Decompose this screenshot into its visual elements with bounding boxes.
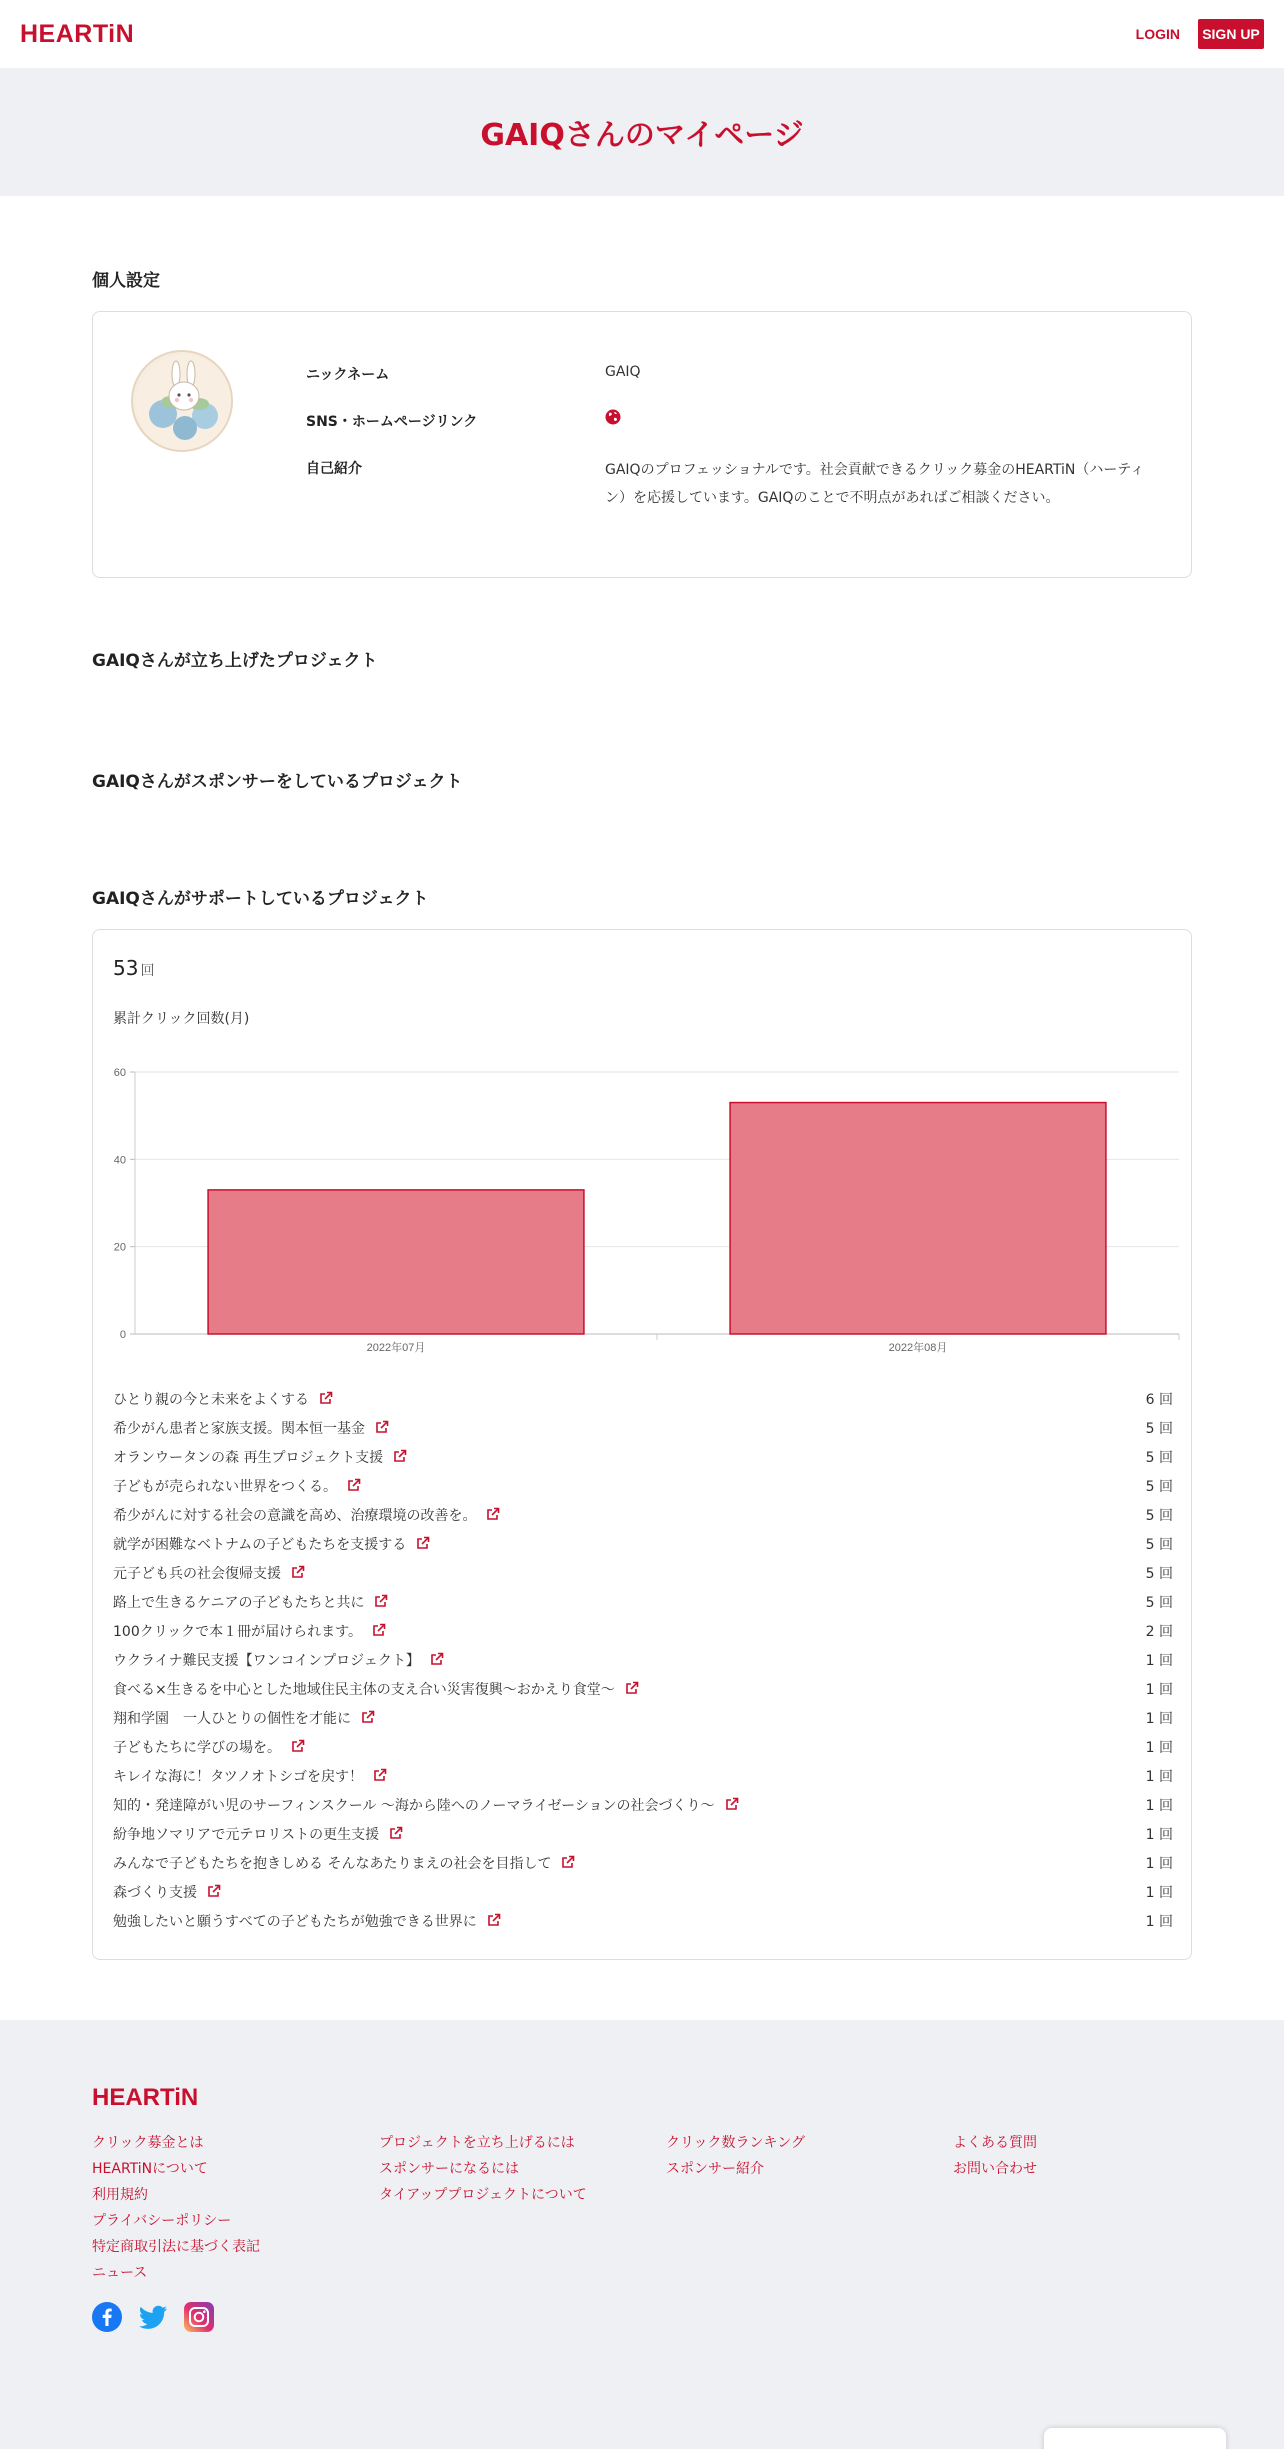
project-row [113,1821,1173,1850]
project-name[interactable] [113,1502,1146,1531]
external-link-icon[interactable] [207,1880,221,1908]
project-title[interactable]: キレイな海に！タツノオトシゴを戻す！ [113,1769,364,1785]
total-clicks-value: 53 [113,956,139,980]
external-link-icon[interactable] [373,1764,387,1792]
external-link-icon[interactable] [393,1445,407,1473]
header-actions [1136,19,1264,49]
project-row [113,1734,1173,1763]
footer-link[interactable]: お問い合わせ [953,2161,1037,2177]
project-row [113,1618,1173,1647]
project-title[interactable]: 路上で生きるケニアの子どもたちと共に [113,1595,365,1611]
x-tick-label: 2022年08月 [888,1342,948,1354]
project-name[interactable] [113,1473,1146,1502]
project-title[interactable]: 100クリックで本１冊が届けられます。 [113,1624,363,1640]
external-link-icon[interactable] [319,1387,333,1415]
y-tick-label: 0 [119,1329,126,1341]
project-title[interactable]: 希少がんに対する社会の意識を高め、治療環境の改善を。 [113,1508,477,1524]
footer-link[interactable]: スポンサー紹介 [666,2161,764,2177]
site-header [0,0,1284,68]
footer-link[interactable]: よくある質問 [953,2135,1037,2151]
y-tick-label: 40 [113,1154,126,1167]
project-row [113,1473,1173,1502]
project-click-count: 1 回 [1145,1653,1173,1669]
page-hero [0,68,1284,196]
bio-text: GAIQのプロフェッショナルです。社会貢献できるクリック募金のHEARTiN（ハーティン）を応援しています。GAIQのことで不明点があればご相談ください。 [605,462,1145,506]
supported-project-list [113,1386,1173,1937]
project-name[interactable] [113,1763,1146,1792]
project-click-count: 5 回 [1145,1508,1173,1524]
avatar [131,350,233,452]
project-row [113,1647,1173,1676]
twitter-icon[interactable] [137,2302,169,2336]
external-link-icon[interactable] [291,1735,305,1763]
project-click-count: 5 回 [1145,1537,1173,1553]
footer-link[interactable]: HEARTiNについて [92,2161,208,2177]
project-name[interactable] [113,1705,1146,1734]
project-row [113,1415,1173,1444]
social-links [92,2302,214,2336]
instagram-icon[interactable] [184,2302,214,2336]
project-click-count: 5 回 [1145,1421,1173,1437]
footer-column-3 [666,2130,805,2182]
globe-icon[interactable] [605,409,621,429]
project-name[interactable] [113,1647,1146,1676]
signup-button[interactable]: SIGN UP [1198,19,1264,49]
project-row [113,1879,1173,1908]
project-row [113,1444,1173,1473]
project-name[interactable] [113,1386,1146,1415]
external-link-icon[interactable] [375,1416,389,1444]
project-click-count: 5 回 [1145,1566,1173,1582]
project-click-count: 1 回 [1145,1827,1173,1843]
page-title [480,110,803,154]
project-click-count: 6 回 [1145,1392,1173,1408]
external-link-icon[interactable] [725,1793,739,1821]
footer-link[interactable]: クリック数ランキング [666,2135,806,2151]
login-link[interactable]: LOGIN [1135,26,1180,42]
project-row [113,1908,1173,1937]
footer-logo[interactable]: HEARTiN [92,2084,199,2111]
footer-link[interactable]: 利用規約 [92,2187,148,2203]
support-card [92,929,1192,1960]
chart-caption: 累計クリック回数(月) [113,1011,250,1027]
footer-link[interactable]: ニュース [92,2265,148,2281]
project-name[interactable] [113,1879,1146,1908]
project-click-count: 1 回 [1145,1885,1173,1901]
project-row [113,1792,1173,1821]
project-click-count: 1 回 [1145,1740,1173,1756]
project-title[interactable]: 紛争地ソマリアで元テロリストの更生支援 [113,1827,380,1843]
sns-link-label: SNS・ホームページリンク [306,414,478,430]
project-name[interactable] [113,1560,1146,1589]
project-title[interactable]: 子どもが売られない世界をつくる。 [113,1479,337,1495]
monthly-clicks-chart [105,1058,1181,1358]
project-click-count: 5 回 [1145,1595,1173,1611]
project-row [113,1560,1173,1589]
personal-settings-title: 個人設定 [92,271,160,291]
project-title[interactable]: 翔和学園 一人ひとりの個性を才能に [113,1711,351,1727]
project-title[interactable]: 知的・発達障がい児のサーフィンスクール ～海から陸へのノーマライゼーションの社会づくり～ [113,1798,715,1814]
supported-projects-title: GAIQさんがサポートしているプロジェクト [92,889,429,909]
project-name[interactable] [113,1850,1146,1879]
project-row [113,1502,1173,1531]
profile-card [92,311,1192,578]
page-title-name: GAIQ [480,118,565,153]
external-link-icon[interactable] [347,1474,361,1502]
project-title[interactable]: 森づくり支援 [113,1885,197,1901]
project-row [113,1676,1173,1705]
footer-column-1 [92,2130,260,2286]
project-click-count: 5 回 [1145,1450,1173,1466]
project-title[interactable]: 勉強したいと願うすべての子どもたちが勉強できる世界に [113,1914,477,1930]
total-clicks [113,956,154,980]
site-footer [0,2020,1284,2449]
project-name[interactable] [113,1618,1146,1647]
footer-column-4 [953,2130,1037,2182]
project-click-count: 1 回 [1145,1769,1173,1785]
project-click-count: 1 回 [1145,1682,1173,1698]
nickname-label: ニックネーム [306,367,390,383]
project-click-count: 1 回 [1145,1711,1173,1727]
external-link-icon[interactable] [372,1619,386,1647]
total-clicks-unit: 回 [140,963,155,979]
project-name[interactable] [113,1734,1146,1763]
external-link-icon[interactable] [361,1706,375,1734]
external-link-icon[interactable] [430,1648,444,1676]
external-link-icon[interactable] [291,1561,305,1589]
footer-column-2 [379,2130,587,2208]
project-row [113,1386,1173,1415]
external-link-icon[interactable] [561,1851,575,1879]
project-name[interactable] [113,1531,1146,1560]
project-row [113,1531,1173,1560]
facebook-icon[interactable] [92,2302,122,2336]
bio-label: 自己紹介 [306,461,362,477]
project-title[interactable]: 就学が困難なベトナムの子どもたちを支援する [113,1537,407,1553]
project-click-count: 1 回 [1145,1914,1173,1930]
project-name[interactable] [113,1792,1146,1821]
main-content [92,266,1192,1960]
x-tick-label: 2022年07月 [366,1342,426,1354]
footer-link[interactable]: 特定商取引法に基づく表記 [92,2239,260,2255]
project-row [113,1589,1173,1618]
project-title[interactable]: 希少がん患者と家族支援。関本恒一基金 [113,1421,365,1437]
sponsored-projects-title: GAIQさんがスポンサーをしているプロジェクト [92,772,463,792]
footer-link[interactable]: タイアッププロジェクトについて [379,2187,587,2203]
project-row [113,1850,1173,1879]
project-click-count: 1 回 [1145,1856,1173,1872]
project-name[interactable] [113,1589,1146,1618]
project-row [113,1705,1173,1734]
bar [208,1190,584,1334]
project-name[interactable] [113,1676,1146,1705]
project-name[interactable] [113,1415,1146,1444]
heartin-logo[interactable]: HEARTiN [20,19,135,48]
project-title[interactable]: 食べる×生きるを中心とした地域住民主体の支え合い災害復興～おかえり食堂～ [113,1682,615,1698]
external-link-icon[interactable] [486,1503,500,1531]
project-title[interactable]: ひとり親の今と未来をよくする [113,1392,309,1408]
external-link-icon[interactable] [487,1909,501,1937]
project-name[interactable] [113,1821,1146,1850]
y-tick-label: 60 [113,1067,126,1079]
project-click-count: 1 回 [1145,1798,1173,1814]
project-title[interactable]: みんなで子どもたちを抱きしめる そんなあたりまえの社会を目指して [113,1856,552,1872]
floating-panel[interactable] [1044,2428,1226,2449]
external-link-icon[interactable] [374,1590,388,1618]
page-title-suffix: さんのマイページ [564,118,804,153]
project-click-count: 2 回 [1145,1624,1173,1640]
external-link-icon[interactable] [416,1532,430,1560]
footer-link[interactable]: プロジェクトを立ち上げるには [379,2135,575,2151]
bar [730,1103,1106,1334]
launched-projects-title: GAIQさんが立ち上げたプロジェクト [92,651,378,671]
project-title[interactable]: オランウータンの森 再生プロジェクト支援 [113,1450,384,1466]
project-title[interactable]: 子どもたちに学びの場を。 [113,1740,281,1756]
footer-link[interactable]: スポンサーになるには [379,2161,519,2177]
project-click-count: 5 回 [1145,1479,1173,1495]
footer-link[interactable]: クリック募金とは [92,2135,204,2151]
external-link-icon[interactable] [625,1677,639,1705]
y-tick-label: 20 [113,1241,126,1254]
project-name[interactable] [113,1444,1146,1473]
project-row [113,1763,1173,1792]
nickname-value: GAIQ [605,364,641,380]
project-title[interactable]: 元子ども兵の社会復帰支援 [113,1566,281,1582]
project-title[interactable]: ウクライナ難民支援【ワンコインプロジェクト】 [113,1653,420,1669]
project-name[interactable] [113,1908,1146,1937]
footer-link[interactable]: プライバシーポリシー [92,2213,232,2229]
external-link-icon[interactable] [389,1822,403,1850]
